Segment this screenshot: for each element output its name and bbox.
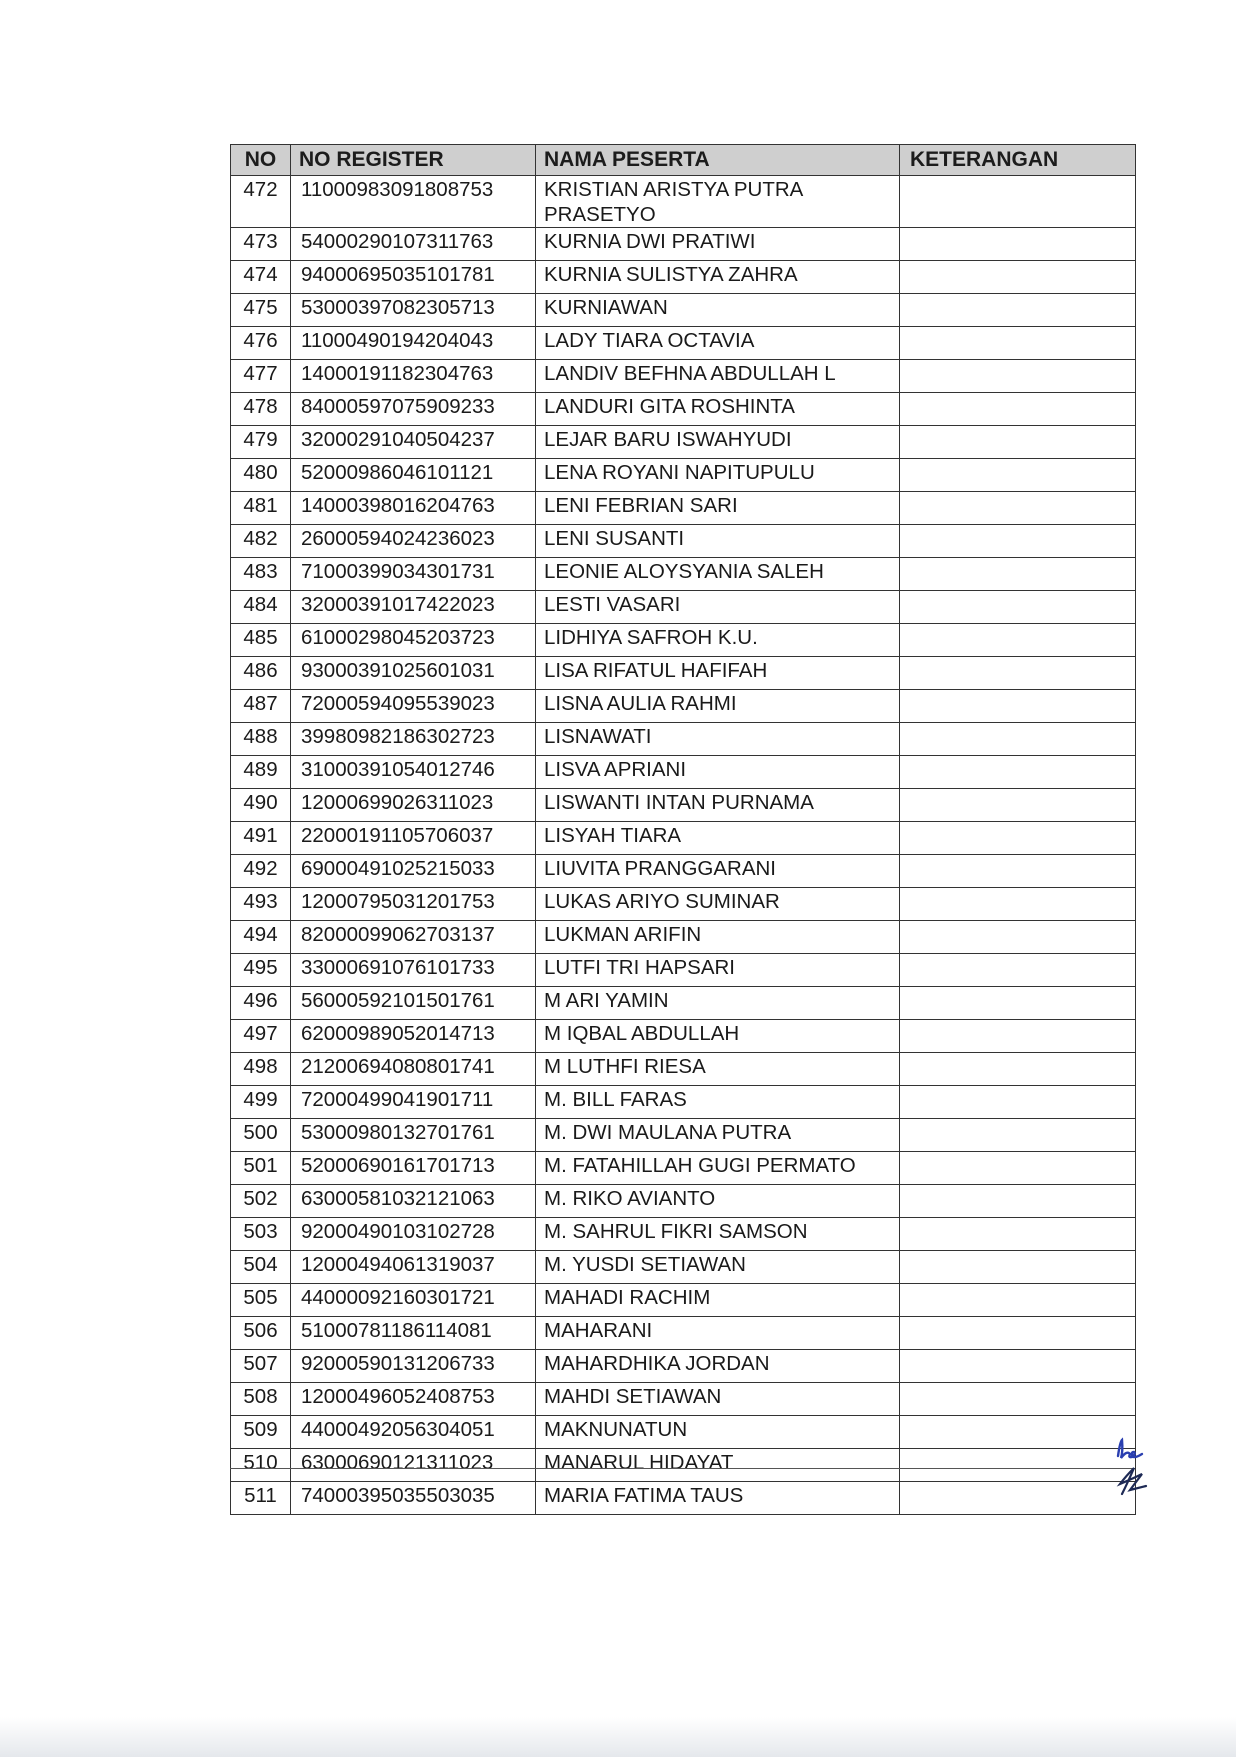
register-number-cell: 21200694080801741: [291, 1053, 536, 1086]
participant-name-cell: MANARUL HIDAYAT: [536, 1449, 900, 1482]
table-row: [231, 492, 1136, 525]
remark-cell: [900, 1317, 1136, 1350]
participant-name-cell: MAHARANI: [536, 1317, 900, 1350]
register-number-cell: 33000691076101733: [291, 954, 536, 987]
participant-name-cell: LIUVITA PRANGGARANI: [536, 855, 900, 888]
participant-name-cell: LANDURI GITA ROSHINTA: [536, 393, 900, 426]
participant-name-cell: MARIA FATIMA TAUS: [536, 1482, 900, 1515]
register-number-cell: 92000590131206733: [291, 1350, 536, 1383]
table-row: [231, 855, 1136, 888]
remark-cell: [900, 987, 1136, 1020]
participant-name-cell: KRISTIAN ARISTYA PUTRA PRASETYO: [536, 176, 900, 228]
table-row: [231, 1053, 1136, 1086]
remark-cell: [900, 294, 1136, 327]
row-number-cell: 496: [231, 987, 291, 1020]
table-row: [231, 1119, 1136, 1152]
remark-cell: [900, 1383, 1136, 1416]
register-number-cell: 14000398016204763: [291, 492, 536, 525]
table-row: [231, 1251, 1136, 1284]
row-number-cell: 494: [231, 921, 291, 954]
row-number-cell: 505: [231, 1284, 291, 1317]
register-number-cell: 54000290107311763: [291, 228, 536, 261]
row-number-cell: 476: [231, 327, 291, 360]
register-number-cell: 63000581032121063: [291, 1185, 536, 1218]
participant-name-cell: M. YUSDI SETIAWAN: [536, 1251, 900, 1284]
remark-cell: [900, 261, 1136, 294]
register-number-cell: 12000496052408753: [291, 1383, 536, 1416]
remark-cell: [900, 888, 1136, 921]
participant-name-cell: M. FATAHILLAH GUGI PERMATO: [536, 1152, 900, 1185]
table-row: [231, 459, 1136, 492]
remark-cell: [900, 327, 1136, 360]
row-number-cell: 481: [231, 492, 291, 525]
row-number-cell: 506: [231, 1317, 291, 1350]
remark-cell: [900, 855, 1136, 888]
remark-cell: [900, 1053, 1136, 1086]
remark-cell: [900, 459, 1136, 492]
scan-shadow: [0, 1717, 1236, 1757]
row-number-cell: 482: [231, 525, 291, 558]
register-number-cell: 69000491025215033: [291, 855, 536, 888]
row-number-cell: 497: [231, 1020, 291, 1053]
remark-cell: [900, 921, 1136, 954]
row-number-cell: 507: [231, 1350, 291, 1383]
table-row: [231, 1185, 1136, 1218]
remark-cell: [900, 657, 1136, 690]
table-row: [231, 1383, 1136, 1416]
participant-name-cell: LADY TIARA OCTAVIA: [536, 327, 900, 360]
table-row: [231, 624, 1136, 657]
remark-cell: [900, 492, 1136, 525]
remark-cell: [900, 1449, 1136, 1482]
register-number-cell: 63000690121311023: [291, 1449, 536, 1482]
participant-name-cell: M IQBAL ABDULLAH: [536, 1020, 900, 1053]
table-row: [231, 1449, 1136, 1482]
table-row: [231, 327, 1136, 360]
table-row: [231, 1086, 1136, 1119]
participant-name-cell: LESTI VASARI: [536, 591, 900, 624]
table-row: [231, 1317, 1136, 1350]
participant-name-cell: M. SAHRUL FIKRI SAMSON: [536, 1218, 900, 1251]
remark-cell: [900, 176, 1136, 228]
row-number-cell: 480: [231, 459, 291, 492]
table-row: [231, 723, 1136, 756]
register-number-cell: 92000490103102728: [291, 1218, 536, 1251]
row-number-cell: 510: [231, 1449, 291, 1482]
table-row: [231, 1284, 1136, 1317]
row-number-cell: 511: [231, 1482, 291, 1515]
register-number-cell: 52000690161701713: [291, 1152, 536, 1185]
participant-name-cell: M LUTHFI RIESA: [536, 1053, 900, 1086]
table-row: [231, 360, 1136, 393]
participant-name-cell: LUKAS ARIYO SUMINAR: [536, 888, 900, 921]
row-number-cell: 478: [231, 393, 291, 426]
row-number-cell: 492: [231, 855, 291, 888]
row-number-cell: 495: [231, 954, 291, 987]
table-row: [231, 261, 1136, 294]
participant-name-cell: KURNIAWAN: [536, 294, 900, 327]
table-row: [231, 393, 1136, 426]
participant-name-cell: LENA ROYANI NAPITUPULU: [536, 459, 900, 492]
remark-cell: [900, 1251, 1136, 1284]
row-number-cell: 473: [231, 228, 291, 261]
register-number-cell: 61000298045203723: [291, 624, 536, 657]
remark-cell: [900, 1086, 1136, 1119]
table-body: [231, 176, 1136, 1515]
table-row: [231, 426, 1136, 459]
register-number-cell: 53000397082305713: [291, 294, 536, 327]
remark-cell: [900, 1416, 1136, 1449]
participant-name-cell: LUTFI TRI HAPSARI: [536, 954, 900, 987]
register-number-cell: 31000391054012746: [291, 756, 536, 789]
row-number-cell: 502: [231, 1185, 291, 1218]
header-register: NO REGISTER: [291, 145, 536, 176]
row-number-cell: 509: [231, 1416, 291, 1449]
row-number-cell: 488: [231, 723, 291, 756]
register-number-cell: 39980982186302723: [291, 723, 536, 756]
table-row: [231, 591, 1136, 624]
remark-cell: [900, 525, 1136, 558]
participant-name-cell: M. BILL FARAS: [536, 1086, 900, 1119]
register-number-cell: 72000594095539023: [291, 690, 536, 723]
register-number-cell: 82000099062703137: [291, 921, 536, 954]
register-number-cell: 56000592101501761: [291, 987, 536, 1020]
row-number-cell: 479: [231, 426, 291, 459]
register-number-cell: 52000986046101121: [291, 459, 536, 492]
remark-cell: [900, 393, 1136, 426]
register-number-cell: 93000391025601031: [291, 657, 536, 690]
remark-cell: [900, 822, 1136, 855]
register-number-cell: 94000695035101781: [291, 261, 536, 294]
participant-name-cell: LENI SUSANTI: [536, 525, 900, 558]
register-number-cell: 51000781186114081: [291, 1317, 536, 1350]
row-number-cell: 487: [231, 690, 291, 723]
row-number-cell: 485: [231, 624, 291, 657]
participant-name-cell: MAHDI SETIAWAN: [536, 1383, 900, 1416]
register-number-cell: 12000795031201753: [291, 888, 536, 921]
register-number-cell: 32000391017422023: [291, 591, 536, 624]
row-number-cell: 472: [231, 176, 291, 228]
participant-name-cell: LISVA APRIANI: [536, 756, 900, 789]
row-number-cell: 498: [231, 1053, 291, 1086]
handwritten-initials-icon: [1112, 1432, 1172, 1502]
table-row: [231, 789, 1136, 822]
register-number-cell: 53000980132701761: [291, 1119, 536, 1152]
participant-name-cell: LISWANTI INTAN PURNAMA: [536, 789, 900, 822]
row-number-cell: 508: [231, 1383, 291, 1416]
participant-name-cell: LANDIV BEFHNA ABDULLAH L: [536, 360, 900, 393]
participant-name-cell: LISA RIFATUL HAFIFAH: [536, 657, 900, 690]
row-number-cell: 484: [231, 591, 291, 624]
table-row: [231, 1020, 1136, 1053]
remark-cell: [900, 360, 1136, 393]
participant-name-cell: M. DWI MAULANA PUTRA: [536, 1119, 900, 1152]
register-number-cell: 11000983091808753: [291, 176, 536, 228]
register-number-cell: 11000490194204043: [291, 327, 536, 360]
register-number-cell: 12000699026311023: [291, 789, 536, 822]
remark-cell: [900, 558, 1136, 591]
remark-cell: [900, 954, 1136, 987]
participant-name-cell: MAHADI RACHIM: [536, 1284, 900, 1317]
row-number-cell: 500: [231, 1119, 291, 1152]
header-name: NAMA PESERTA: [536, 145, 900, 176]
remark-cell: [900, 1284, 1136, 1317]
table-row: [231, 1416, 1136, 1449]
table-row: [231, 176, 1136, 228]
participant-name-cell: MAKNUNATUN: [536, 1416, 900, 1449]
participant-name-cell: LIDHIYA SAFROH K.U.: [536, 624, 900, 657]
table-bottom-rule: [230, 1468, 1135, 1469]
remark-cell: [900, 591, 1136, 624]
table-row: [231, 525, 1136, 558]
remark-cell: [900, 1350, 1136, 1383]
row-number-cell: 499: [231, 1086, 291, 1119]
register-number-cell: 62000989052014713: [291, 1020, 536, 1053]
table-row: [231, 888, 1136, 921]
remark-cell: [900, 1218, 1136, 1251]
remark-cell: [900, 228, 1136, 261]
remark-cell: [900, 1482, 1136, 1515]
row-number-cell: 491: [231, 822, 291, 855]
participant-name-cell: LUKMAN ARIFIN: [536, 921, 900, 954]
table-row: [231, 954, 1136, 987]
participant-name-cell: LEONIE ALOYSYANIA SALEH: [536, 558, 900, 591]
remark-cell: [900, 1119, 1136, 1152]
row-number-cell: 493: [231, 888, 291, 921]
row-number-cell: 477: [231, 360, 291, 393]
row-number-cell: 475: [231, 294, 291, 327]
remark-cell: [900, 690, 1136, 723]
register-number-cell: 72000499041901711: [291, 1086, 536, 1119]
remark-cell: [900, 1020, 1136, 1053]
register-number-cell: 26000594024236023: [291, 525, 536, 558]
participant-name-cell: LEJAR BARU ISWAHYUDI: [536, 426, 900, 459]
table-row: [231, 558, 1136, 591]
register-number-cell: 44000092160301721: [291, 1284, 536, 1317]
participant-name-cell: LISNAWATI: [536, 723, 900, 756]
participant-name-cell: KURNIA SULISTYA ZAHRA: [536, 261, 900, 294]
participant-name-cell: LISYAH TIARA: [536, 822, 900, 855]
table-row: [231, 1482, 1136, 1515]
register-number-cell: 71000399034301731: [291, 558, 536, 591]
remark-cell: [900, 1185, 1136, 1218]
register-number-cell: 14000191182304763: [291, 360, 536, 393]
table-row: [231, 756, 1136, 789]
participant-name-cell: KURNIA DWI PRATIWI: [536, 228, 900, 261]
register-number-cell: 44000492056304051: [291, 1416, 536, 1449]
register-number-cell: 22000191105706037: [291, 822, 536, 855]
remark-cell: [900, 624, 1136, 657]
register-number-cell: 12000494061319037: [291, 1251, 536, 1284]
table-row: [231, 228, 1136, 261]
row-number-cell: 489: [231, 756, 291, 789]
participant-name-cell: LENI FEBRIAN SARI: [536, 492, 900, 525]
table-row: [231, 1152, 1136, 1185]
participant-name-cell: LISNA AULIA RAHMI: [536, 690, 900, 723]
table-row: [231, 294, 1136, 327]
paraf-blue-stroke: [1118, 1440, 1142, 1458]
row-number-cell: 483: [231, 558, 291, 591]
header-no: NO: [231, 145, 291, 176]
remark-cell: [900, 426, 1136, 459]
header-remark: KETERANGAN: [900, 145, 1136, 176]
participant-name-cell: MAHARDHIKA JORDAN: [536, 1350, 900, 1383]
row-number-cell: 503: [231, 1218, 291, 1251]
register-number-cell: 84000597075909233: [291, 393, 536, 426]
table-row: [231, 657, 1136, 690]
table-row: [231, 1218, 1136, 1251]
register-number-cell: 74000395035503035: [291, 1482, 536, 1515]
paraf-dark-stroke: [1120, 1468, 1146, 1494]
participant-name-cell: M ARI YAMIN: [536, 987, 900, 1020]
table-row: [231, 822, 1136, 855]
row-number-cell: 490: [231, 789, 291, 822]
remark-cell: [900, 1152, 1136, 1185]
table-row: [231, 987, 1136, 1020]
table-row: [231, 1350, 1136, 1383]
remark-cell: [900, 789, 1136, 822]
remark-cell: [900, 756, 1136, 789]
table-row: [231, 690, 1136, 723]
table-header-row: [231, 145, 1136, 176]
remark-cell: [900, 723, 1136, 756]
row-number-cell: 501: [231, 1152, 291, 1185]
row-number-cell: 486: [231, 657, 291, 690]
register-number-cell: 32000291040504237: [291, 426, 536, 459]
row-number-cell: 474: [231, 261, 291, 294]
row-number-cell: 504: [231, 1251, 291, 1284]
table-row: [231, 921, 1136, 954]
participant-table: [230, 144, 1136, 1515]
participant-name-cell: M. RIKO AVIANTO: [536, 1185, 900, 1218]
